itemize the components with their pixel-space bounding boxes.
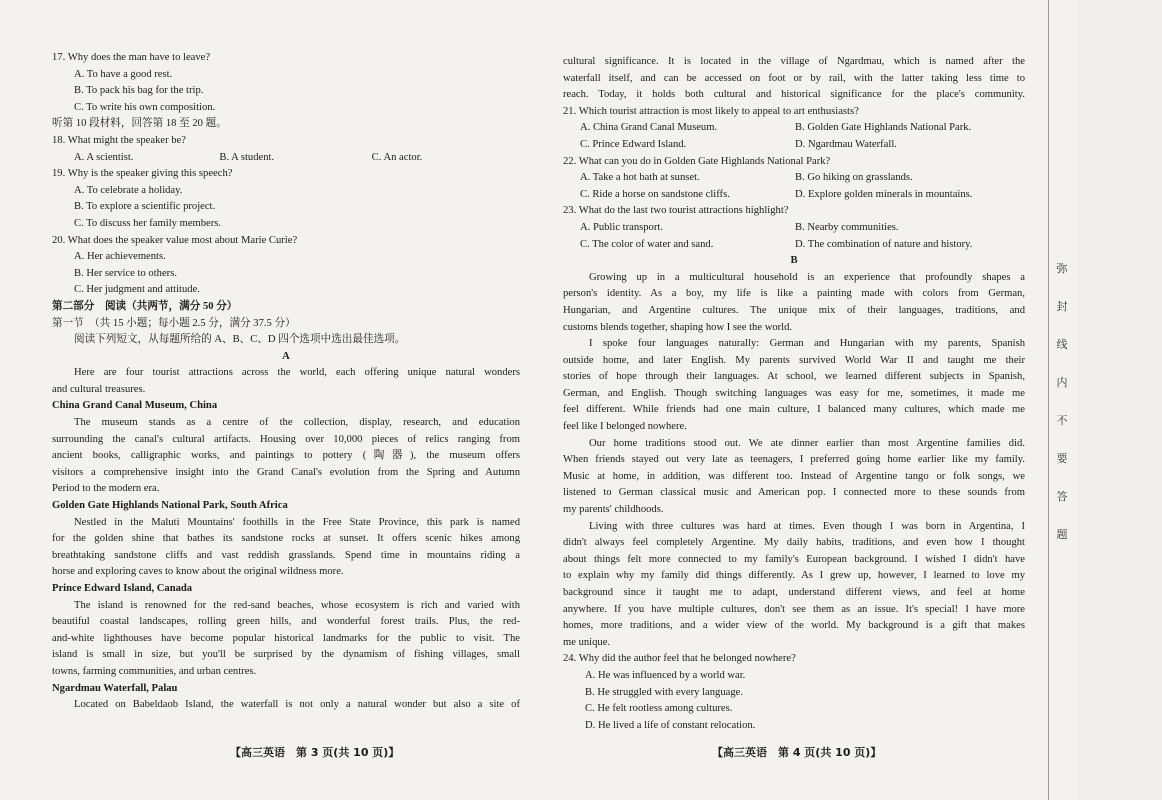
right-page (563, 54, 1025, 734)
text-line: Living with three cultures was hard at times. Even though I was born in Argentina, I (589, 520, 1025, 532)
option: D. Explore golden minerals in mountains. (795, 188, 973, 200)
text-line: Hungarian, and Argentine cultures. The unique mix of their languages, traditions, and (563, 304, 1025, 316)
option-row (563, 237, 1025, 254)
option: A. A scientist. (74, 151, 134, 163)
text-line: Prince Edward Island, Canada (52, 583, 193, 594)
text-line: customs blends together, shaping how I see the world. (563, 321, 793, 333)
text-line: Period to the modern era. (52, 483, 160, 495)
text-line: breathtaking sandstone cliffs and vast reddish grasslands. Spend time in mountains riding a (52, 549, 520, 561)
text-line: didn't always feel completely Argentine. My daily habits, traditions, and even how I thought (563, 537, 1025, 549)
binding-char: 弥 (1056, 262, 1068, 275)
binding-char: 线 (1056, 338, 1068, 351)
option: C. Prince Edward Island. (580, 138, 687, 150)
text-line: Located on Babeldaob Island, the waterfall is not only a natural wonder but also a site of (74, 699, 520, 711)
text-line: China Grand Canal Museum, China (52, 400, 218, 412)
text-line: anywhere. If you have multiple cultures, don't see them as an issue. It's special! I have more (563, 603, 1025, 615)
option-row (563, 170, 1025, 187)
option: A. China Grand Canal Museum. (580, 122, 718, 134)
text-line: 第一节 （共 15 小题；每小题 2.5 分，满分 37.5 分） (52, 317, 296, 329)
option: B. A student. (219, 151, 275, 163)
text-line: feel different. While friends had one main culture, I balanced many cultures, which made me (563, 404, 1025, 416)
text-line: background since it taught me to adapt, understand different views, and feel at home (563, 587, 1025, 598)
text-line: German, and English. Though switching languages was easy for me, sometimes, it made me (563, 387, 1025, 399)
binding-char: 题 (1056, 528, 1068, 541)
option: D. The combination of nature and history. (795, 238, 973, 250)
text-line: 18. What might the speaker be? (52, 134, 186, 146)
text-line: ancient books, calligraphic works, and paintings to pottery (陶器), the museum offers (52, 450, 520, 462)
text-line: towns, farming communities, and urban centres. (52, 665, 257, 677)
text-line: A. To celebrate a holiday. (74, 184, 183, 196)
text-line: Here are four tourist attractions across the world, each offering unique natural wonders (74, 367, 520, 379)
text-line: Growing up in a multicultural household is an experience that profoundly shapes a (589, 271, 1025, 283)
text-line: C. He felt rootless among cultures. (585, 703, 733, 715)
text-line: horse and exploring caves to know about the original wildness more. (52, 566, 344, 578)
option: A. Public transport. (580, 221, 663, 233)
option: D. Ngardmau Waterfall. (795, 138, 897, 150)
text-line: island is small in size, but you'll be surprised by the dynamism of fishing villages, small (52, 649, 520, 661)
text-line: A (282, 350, 290, 362)
text-line: Music at home, in addition, was different too. Instead of Argentine tango or folk songs, we (563, 470, 1025, 482)
text-line: outside home, and later English. My parents survived World War II and taught me their (563, 354, 1025, 366)
option-row (563, 120, 1025, 137)
text-line: B (790, 255, 798, 267)
text-line: reach. Today, it holds both cultural and historical significance for the place's community. (563, 89, 1025, 101)
text-line: Our home traditions stood out. We ate dinner earlier than most Argentine families did. (589, 437, 1025, 449)
text-line: B. To explore a scientific project. (74, 201, 216, 213)
text-line: and-white lighthouses have become popular historical landmarks for the public to visit. The (52, 632, 520, 644)
text-line: C. Her judgment and attitude. (74, 284, 200, 296)
right-page-footer: 【高三英语 第 4 页(共 10 页)】 (712, 746, 882, 759)
text-line: B. He struggled with every language. (585, 686, 743, 698)
text-line: listened to German classical music and American pop. I connected more to these sounds from (563, 487, 1025, 499)
option-row (563, 137, 1025, 154)
text-line: 第二部分 阅读（共两节，满分 50 分） (52, 300, 238, 312)
option-row (563, 220, 1025, 237)
text-line: and cultural treasures. (52, 383, 146, 395)
text-line: 19. Why is the speaker giving this speech? (52, 168, 233, 180)
option: C. Ride a horse on sandstone cliffs. (580, 188, 730, 200)
text-line: feel like I belonged nowhere. (563, 421, 687, 433)
text-line: 21. Which tourist attraction is most likely to appeal to art enthusiasts? (563, 105, 859, 117)
text-line: beautiful coastal landscapes, rolling green hills, and wonderful forest trails. Plus, the red- (52, 616, 520, 628)
text-line: B. Her service to others. (74, 267, 177, 279)
text-line: The museum stands as a centre of the collection, display, research, and education (74, 417, 520, 429)
option: B. Nearby communities. (795, 221, 899, 233)
text-line: visitors a comprehensive insight into the Grand Canal's evolution from the Spring and Autumn (52, 466, 520, 478)
binding-char: 封 (1056, 300, 1068, 313)
binding-char: 答 (1056, 490, 1068, 503)
text-line: about things felt more connected to my family's European background. I wished I didn't have (563, 553, 1025, 565)
binding-char: 不 (1056, 414, 1068, 427)
binding-char: 要 (1056, 452, 1068, 465)
text-line: me unique. (563, 636, 611, 648)
option: B. Golden Gate Highlands National Park. (795, 122, 972, 134)
option: B. Go hiking on grasslands. (795, 172, 913, 184)
text-line: Ngardmau Waterfall, Palau (52, 682, 178, 694)
text-line: When friends stayed out very late as teenagers, I preferred going home earlier like my family. (563, 454, 1025, 466)
binding-char: 内 (1056, 376, 1068, 389)
text-line: 20. What does the speaker value most about Marie Curie? (52, 234, 298, 246)
text-line: Golden Gate Highlands National Park, South Africa (52, 500, 288, 512)
text-line: surrounding the canal's cultural artifacts. Housing over 10,000 pieces of relics ranging from (52, 433, 520, 445)
text-line: 17. Why does the man have to leave? (52, 52, 211, 63)
text-line: my parents' childhoods. (563, 504, 664, 516)
text-line: to explain why my family did things differently. As I grew up, however, I learned to love my (563, 570, 1025, 582)
left-page (52, 50, 520, 714)
left-page-footer: 【高三英语 第 3 页(共 10 页)】 (230, 746, 400, 759)
text-line: person's identity. As a boy, my life is like a painting made with colors from German, (563, 288, 1025, 300)
text-line: waterfall itself, and can be accessed on foot or by rail, with the latter taking less time to (563, 72, 1025, 84)
text-line: A. Her achievements. (74, 251, 166, 263)
text-line: C. To discuss her family members. (74, 217, 222, 229)
binding-margin-text (1048, 260, 1076, 564)
text-line: 阅读下列短文，从每题所给的 A、B、C、D 四个选项中选出最佳选项。 (74, 334, 406, 346)
text-line: The island is renowned for the red-sand beaches, whose ecosystem is rich and varied with (74, 599, 520, 611)
text-line: A. To have a good rest. (74, 68, 173, 80)
option: A. Take a hot bath at sunset. (580, 172, 700, 184)
text-line: 24. Why did the author feel that he belonged nowhere? (563, 653, 796, 665)
text-line: for the golden shine that bathes its sandstone rocks at sunset. It offers scenic hikes among (52, 533, 520, 545)
option: C. An actor. (371, 151, 423, 163)
text-line: B. To pack his bag for the trip. (74, 85, 204, 97)
text-line: cultural significance. It is located in the village of Ngardmau, which is named after the (563, 56, 1025, 67)
text-line: I spoke four languages naturally: German and Hungarian with my parents, Spanish (589, 338, 1025, 350)
text-line: D. He lived a life of constant relocation. (585, 719, 756, 731)
text-line: C. To write his own composition. (74, 101, 216, 113)
option-row (563, 187, 1025, 204)
text-line: A. He was influenced by a world war. (585, 669, 746, 681)
option: C. The color of water and sand. (580, 238, 714, 250)
text-line: Nestled in the Maluti Mountains' foothills in the Free State Province, this park is named (74, 516, 520, 528)
text-line: 听第 10 段材料，回答第 18 至 20 题。 (52, 118, 227, 130)
text-line: 22. What can you do in Golden Gate Highlands National Park? (563, 155, 831, 167)
margin-strip (1077, 0, 1162, 800)
text-line: 23. What do the last two tourist attractions highlight? (563, 205, 789, 217)
option-row (52, 150, 520, 167)
text-line: homes, more traditions, and a wider view of the world. My background is a gift that makes (563, 620, 1025, 632)
text-line: stories of hope through their languages. At school, we learned different subjects in Spanish, (563, 371, 1025, 383)
